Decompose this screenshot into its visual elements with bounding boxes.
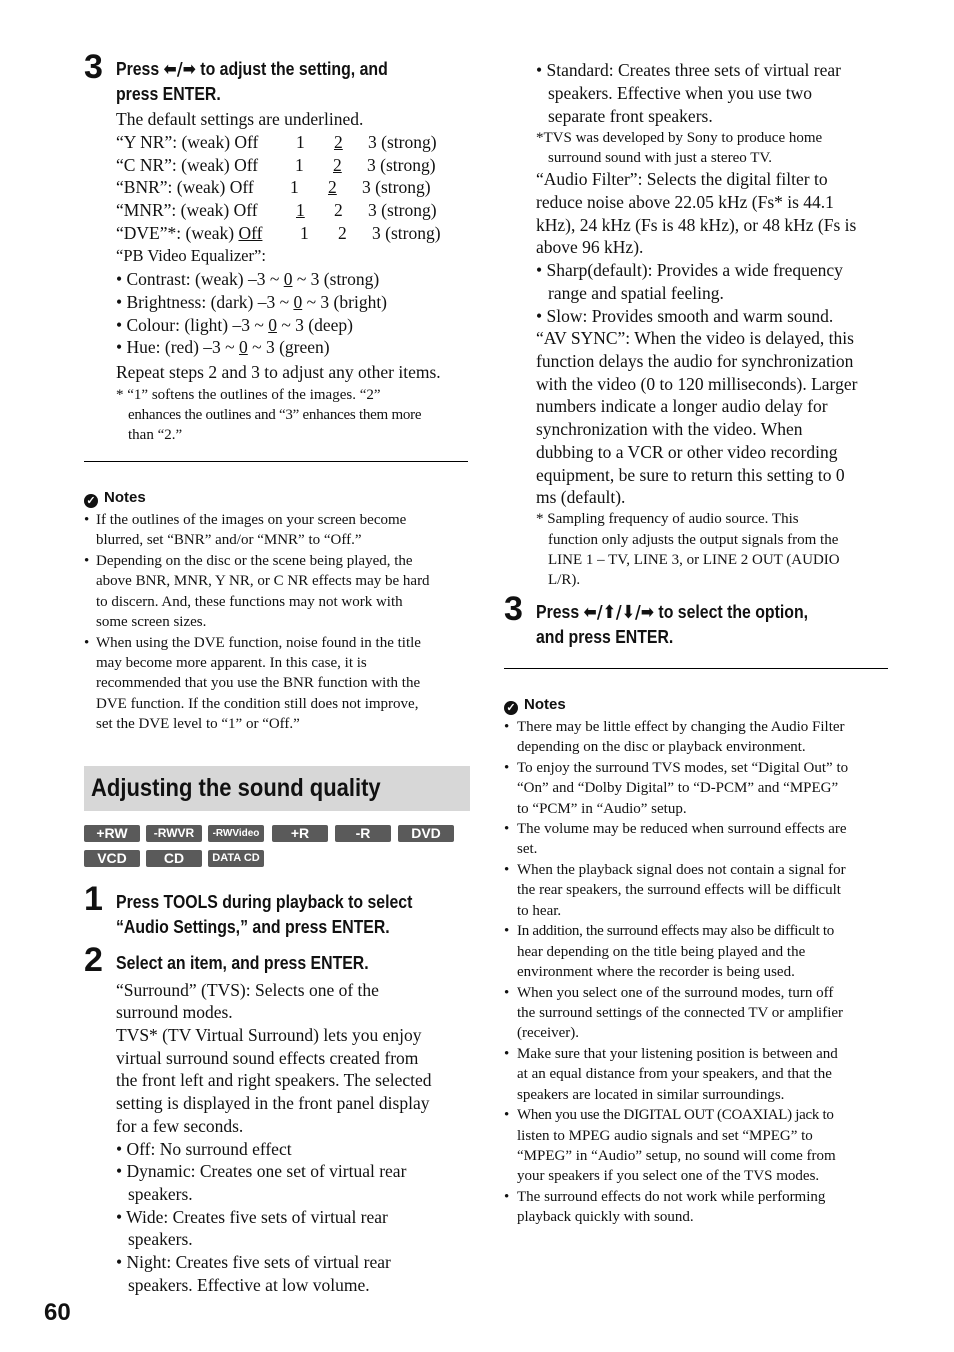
footnote-line: * “1” softens the outlines of the images. “2” (116, 387, 381, 403)
mode-night-cont: speakers. Effective at low volume. (128, 1275, 370, 1295)
tvs-footnote: *TVS was developed by Sony to produce home (536, 130, 823, 146)
note-line: set the DVE level to “1” or “Off.” (96, 716, 300, 732)
surround-text: TVS* (TV Virtual Surround) lets you enjoy (116, 1025, 422, 1045)
setting-bnr-name: “BNR”: (weak) Off (116, 177, 254, 197)
eq-label: • Colour: (light) –3 ~ (116, 315, 269, 335)
section-title: Adjusting the sound quality (91, 774, 381, 802)
note-line: speakers are located in similar surroundings. (517, 1087, 785, 1103)
setting-default-value: Off (238, 223, 263, 243)
note-line: the surround settings of the connected TV or amplifier (517, 1005, 844, 1021)
notes-icon: ✓ (84, 494, 98, 508)
setting-value: 3 (strong) (368, 132, 437, 152)
setting-default-value: 1 (296, 200, 305, 220)
step-number: 3 (504, 590, 523, 628)
note-line: at an equal distance from your speakers, and that the (517, 1066, 832, 1082)
bullet-icon: • (84, 512, 90, 528)
eq-contrast (116, 268, 379, 291)
setting-default-value: 2 (333, 155, 342, 175)
bullet-icon: • (84, 635, 90, 651)
eq-default: 0 (268, 315, 277, 335)
mode-wide: • Wide: Creates five sets of virtual rear (116, 1207, 388, 1227)
badge-minus-r: -R (335, 825, 391, 842)
note-line: The volume may be reduced when surround effects are (517, 821, 847, 837)
eq-default: 0 (293, 292, 303, 312)
surround-text: the front left and right speakers. The selected (116, 1070, 432, 1090)
av-sync-text: equipment, be sure to return this setting to 0 (536, 465, 845, 485)
setting-dve-name (116, 222, 262, 245)
step-heading: Press TOOLS during playback to select (116, 892, 413, 912)
mode-dynamic: • Dynamic: Creates one set of virtual rear (116, 1161, 407, 1181)
badge-minus-rw-video: -RWVideo (208, 825, 264, 842)
mode-wide-cont: speakers. (128, 1229, 193, 1249)
bullet-icon: • (504, 985, 510, 1001)
audio-filter-text: reduce noise above 22.05 kHz (Fs* is 44.1 (536, 192, 834, 212)
step-heading-line2: “Audio Settings,” and press ENTER. (116, 917, 390, 937)
av-sync-text: “AV SYNC”: When the video is delayed, this (536, 328, 854, 348)
setting-value: 2 (338, 223, 347, 243)
page-number: 60 (44, 1299, 71, 1326)
av-sync-text: with the video (0 to 120 milliseconds). Larger (536, 374, 858, 394)
heading-text: to adjust the setting, and (195, 59, 388, 79)
mode-standard-cont: speakers. Effective when you use two (548, 83, 813, 103)
surround-text: setting is displayed in the front panel display (116, 1093, 430, 1113)
bullet-icon: • (84, 553, 90, 569)
bullet-icon: • (504, 821, 510, 837)
setting-ynr-name: “Y NR”: (weak) Off (116, 132, 259, 152)
setting-value: 1 (300, 223, 309, 243)
eq-range: ~ 3 (strong) (292, 269, 380, 289)
step-heading: Select an item, and press ENTER. (116, 953, 369, 973)
step-number: 1 (84, 880, 103, 918)
eq-hue (116, 336, 330, 359)
mode-standard-cont: separate front speakers. (548, 106, 713, 126)
notes-icon: ✓ (504, 701, 518, 715)
step-number: 2 (84, 941, 103, 979)
badge-data-cd: DATA CD (208, 850, 264, 867)
setting-value: 2 (334, 200, 343, 220)
note-line: environment where the recorder is being used. (517, 964, 795, 980)
note-line: “MPEG” in “Audio” setup, no sound will come from (517, 1148, 836, 1164)
note-line: In addition, the surround effects may also be difficult to (517, 923, 834, 939)
setting-value: 3 (strong) (367, 155, 436, 175)
bullet-icon: • (504, 760, 510, 776)
note-line: playback quickly with sound. (517, 1209, 694, 1225)
eq-colour (116, 314, 353, 337)
sampling-footnote: * Sampling frequency of audio source. This (536, 511, 799, 527)
surround-text: virtual surround sound effects created from (116, 1048, 419, 1068)
note-line: some screen sizes. (96, 614, 207, 630)
setting-value: 3 (strong) (372, 223, 441, 243)
setting-value: 1 (296, 132, 305, 152)
note-line: hear depending on the title being played and the (517, 944, 806, 960)
eq-default: 0 (239, 337, 248, 357)
setting-mnr-name: “MNR”: (weak) Off (116, 200, 258, 220)
note-line: “On” and “Dolby Digital” to “D-PCM” and “MPEG” (517, 780, 839, 796)
badge-cd: CD (146, 850, 202, 867)
step-heading (536, 600, 808, 625)
note-line: above BNR, MNR, Y NR, or C NR effects may be hard (96, 573, 430, 589)
av-sync-text: numbers indicate a longer audio delay for (536, 396, 828, 416)
notes-heading (504, 695, 566, 715)
badge-plus-r: +R (272, 825, 328, 842)
sampling-footnote: LINE 1 – TV, LINE 3, or LINE 2 OUT (AUDIO (548, 552, 840, 568)
note-line: The surround effects do not work while performing (517, 1189, 826, 1205)
setting-value: 3 (strong) (368, 200, 437, 220)
eq-default: 0 (283, 269, 293, 289)
audio-filter-text: “Audio Filter”: Selects the digital filter to (536, 169, 828, 189)
left-right-arrows-icon: ⬅/➡ (163, 59, 196, 80)
bullet-icon: • (504, 923, 510, 939)
filter-sharp: • Sharp(default): Provides a wide frequency (536, 260, 843, 280)
surround-text: for a few seconds. (116, 1116, 244, 1136)
step-heading-line2: press ENTER. (116, 84, 221, 104)
note-line: may become more apparent. In this case, it is (96, 655, 367, 671)
setting-value: 1 (290, 177, 299, 197)
av-sync-text: ms (default). (536, 487, 626, 507)
eq-label: • Brightness: (dark) –3 ~ (116, 292, 294, 312)
badge-dvd: DVD (398, 825, 454, 842)
note-line: to “PCM” in “Audio” setup. (517, 801, 687, 817)
defaults-intro: The default settings are underlined. (116, 109, 364, 129)
setting-value: 1 (295, 155, 304, 175)
heading-text: Press (536, 602, 584, 622)
step-heading (116, 57, 388, 82)
setting-default-value: 2 (334, 132, 343, 152)
av-sync-text: dubbing to a VCR or other video recording (536, 442, 838, 462)
note-line: to hear. (517, 903, 562, 919)
eq-range: ~ 3 (green) (247, 337, 330, 357)
note-line: To enjoy the surround TVS modes, set “Digital Out” to (517, 760, 849, 776)
footnote-line: than “2.” (128, 427, 183, 443)
audio-filter-text: above 96 kHz). (536, 237, 644, 257)
eq-label: • Contrast: (weak) –3 ~ (116, 269, 284, 289)
note-line: There may be little effect by changing the Audio Filter (517, 719, 845, 735)
bullet-icon: • (504, 719, 510, 735)
av-sync-text: synchronization with the video. When (536, 419, 803, 439)
step-heading-line2: and press ENTER. (536, 627, 674, 647)
setting-default-value: 2 (328, 177, 337, 197)
note-line: When you use the DIGITAL OUT (COAXIAL) jack to (517, 1107, 834, 1123)
footnote-line: enhances the outlines and “3” enhances them more (128, 407, 422, 423)
pb-equalizer-label: “PB Video Equalizer”: (116, 246, 266, 265)
notes-title-text: Notes (104, 489, 146, 506)
note-line: DVE function. If the condition still does not improve, (96, 696, 419, 712)
note-line: listen to MPEG audio signals and set “MPEG” to (517, 1128, 813, 1144)
repeat-instruction: Repeat steps 2 and 3 to adjust any other items. (116, 362, 441, 382)
badge-plus-rw: +RW (84, 825, 140, 842)
note-line: the rear speakers, the surround effects will be difficult (517, 882, 841, 898)
notes-title-text: Notes (524, 696, 566, 713)
note-line: Make sure that your listening position is between and (517, 1046, 838, 1062)
mode-night: • Night: Creates five sets of virtual rear (116, 1252, 391, 1272)
note-line: your speakers if you select one of the TVS modes. (517, 1168, 820, 1184)
bullet-icon: • (504, 1107, 510, 1123)
note-line: recommended that you use the BNR function with the (96, 675, 421, 691)
heading-text: to select the option, (654, 602, 809, 622)
heading-text: Press (116, 59, 164, 79)
badge-vcd: VCD (84, 850, 140, 867)
note-line: When the playback signal does not contain a signal for (517, 862, 846, 878)
bullet-icon: • (504, 1189, 510, 1205)
notes-heading (84, 488, 146, 508)
setting-cnr-name: “C NR”: (weak) Off (116, 155, 259, 175)
bullet-icon: • (504, 1046, 510, 1062)
setting-label: “DVE”*: (weak) (116, 223, 239, 243)
note-line: set. (517, 841, 538, 857)
mode-off: • Off: No surround effect (116, 1139, 292, 1159)
badge-minus-rw-vr: -RWVR (146, 825, 202, 842)
note-line: If the outlines of the images on your screen become (96, 512, 407, 528)
divider (504, 668, 888, 669)
sampling-footnote: L/R). (548, 572, 581, 588)
note-line: Depending on the disc or the scene being played, the (96, 553, 413, 569)
arrow-keys-icon: ⬅/⬆/⬇/➡ (583, 602, 655, 623)
bullet-icon: • (504, 862, 510, 878)
divider (84, 461, 468, 462)
audio-filter-text: kHz), 24 kHz (Fs is 48 kHz), or 48 kHz (Fs is (536, 215, 857, 235)
note-line: (receiver). (517, 1025, 580, 1041)
filter-sharp-cont: range and spatial feeling. (548, 283, 724, 303)
filter-slow: • Slow: Provides smooth and warm sound. (536, 306, 834, 326)
eq-label: • Hue: (red) –3 ~ (116, 337, 239, 357)
surround-text: surround modes. (116, 1002, 233, 1022)
setting-value: 3 (strong) (362, 177, 431, 197)
av-sync-text: function delays the audio for synchronization (536, 351, 854, 371)
tvs-footnote: surround sound with just a stereo TV. (548, 150, 773, 166)
note-line: to discern. And, these functions may not work with (96, 594, 403, 610)
eq-brightness (116, 291, 387, 314)
sampling-footnote: function only adjusts the output signals from the (548, 532, 839, 548)
note-line: When you select one of the surround modes, turn off (517, 985, 834, 1001)
note-line: When using the DVE function, noise found in the title (96, 635, 421, 651)
mode-dynamic-cont: speakers. (128, 1184, 193, 1204)
note-line: depending on the disc or playback environment. (517, 739, 806, 755)
eq-range: ~ 3 (deep) (276, 315, 353, 335)
eq-range: ~ 3 (bright) (302, 292, 388, 312)
surround-text: “Surround” (TVS): Selects one of the (116, 980, 379, 1000)
note-line: blurred, set “BNR” and/or “MNR” to “Off.” (96, 532, 362, 548)
step-number: 3 (84, 48, 103, 86)
mode-standard: • Standard: Creates three sets of virtual rear (536, 60, 841, 80)
